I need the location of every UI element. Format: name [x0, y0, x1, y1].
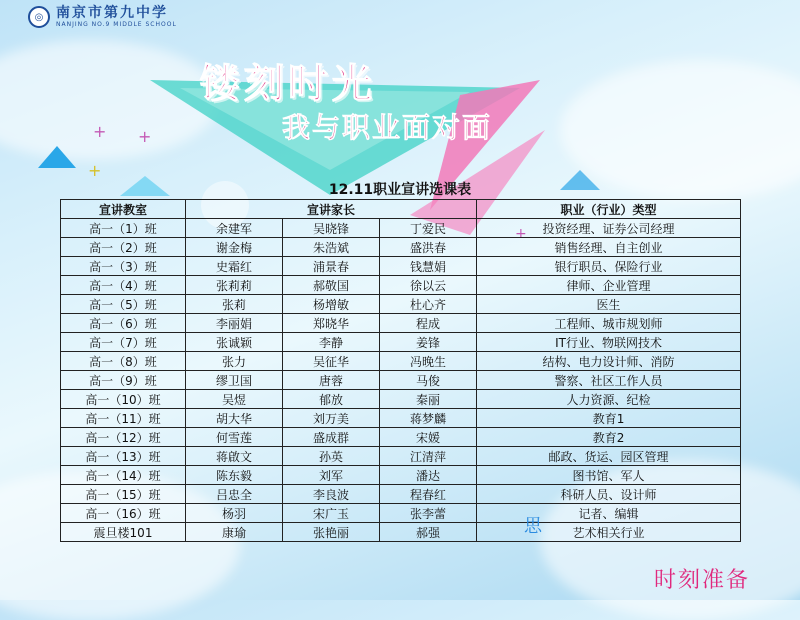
table-title: 12.11职业宣讲选课表 — [328, 182, 472, 198]
table-row — [61, 352, 741, 371]
cell-parent: 潘达 — [380, 466, 477, 485]
cell-parent: 何雪莲 — [186, 428, 283, 447]
table-row — [61, 485, 741, 504]
table-row — [61, 447, 741, 466]
cell-classroom: 高一（4）班 — [61, 276, 186, 295]
header-parents: 宣讲家长 — [186, 200, 477, 219]
main-title: 镂刻时光 — [200, 61, 376, 107]
svg-text:+: + — [515, 226, 527, 242]
cell-parent: 程成 — [380, 314, 477, 333]
cell-parent: 江清萍 — [380, 447, 477, 466]
cell-parent: 张力 — [186, 352, 283, 371]
cell-parent: 康瑜 — [186, 523, 283, 542]
cell-parent: 缪卫国 — [186, 371, 283, 390]
cell-parent: 史霜红 — [186, 257, 283, 276]
table-row — [61, 333, 741, 352]
cell-parent: 盛成群 — [283, 428, 380, 447]
bottom-slogan: 时刻准备 — [653, 568, 750, 593]
sub-title: 我与职业面对面 — [282, 111, 493, 144]
cell-parent: 吴煜 — [186, 390, 283, 409]
cell-career: 销售经理、自主创业 — [477, 238, 741, 257]
table-row — [61, 390, 741, 409]
svg-text:+: + — [138, 127, 152, 146]
cell-career: 警察、社区工作人员 — [477, 371, 741, 390]
cell-parent: 孙英 — [283, 447, 380, 466]
cell-parent: 吴征华 — [283, 352, 380, 371]
cell-parent: 杜心齐 — [380, 295, 477, 314]
cell-parent: 杨增敏 — [283, 295, 380, 314]
cell-parent: 冯晚生 — [380, 352, 477, 371]
table-row — [61, 371, 741, 390]
cell-parent: 蒋梦麟 — [380, 409, 477, 428]
cell-parent: 余建军 — [186, 219, 283, 238]
cell-career: 教育2 — [477, 428, 741, 447]
cell-classroom: 高一（13）班 — [61, 447, 186, 466]
cell-career: 记者、编辑 — [477, 504, 741, 523]
table-row — [61, 238, 741, 257]
cell-career: 人力资源、纪检 — [477, 390, 741, 409]
cell-classroom: 高一（2）班 — [61, 238, 186, 257]
svg-text:+: + — [88, 161, 102, 180]
cell-parent: 朱浩斌 — [283, 238, 380, 257]
cell-parent: 钱慧娟 — [380, 257, 477, 276]
header-classroom: 宣讲教室 — [61, 200, 186, 219]
cell-classroom: 高一（3）班 — [61, 257, 186, 276]
cell-parent: 丁爱民 — [380, 219, 477, 238]
decor-character: 思 — [524, 516, 542, 537]
cell-classroom: 高一（10）班 — [61, 390, 186, 409]
cell-parent: 张诚颖 — [186, 333, 283, 352]
table-row — [61, 409, 741, 428]
cell-parent: 李丽娟 — [186, 314, 283, 333]
cell-classroom: 高一（5）班 — [61, 295, 186, 314]
cell-parent: 徐以云 — [380, 276, 477, 295]
table-row — [61, 276, 741, 295]
cell-career: 医生 — [477, 295, 741, 314]
course-selection-table — [60, 199, 741, 542]
cell-parent: 唐蓉 — [283, 371, 380, 390]
table-row — [61, 523, 741, 542]
cell-parent: 蒋啟文 — [186, 447, 283, 466]
cell-classroom: 高一（8）班 — [61, 352, 186, 371]
school-name-en: NANJING NO.9 MIDDLE SCHOOL — [56, 21, 177, 28]
table-row — [61, 257, 741, 276]
table-row — [61, 428, 741, 447]
cell-career: 教育1 — [477, 409, 741, 428]
table-row — [61, 219, 741, 238]
cell-career: 科研人员、设计师 — [477, 485, 741, 504]
cell-career: 结构、电力设计师、消防 — [477, 352, 741, 371]
cell-parent: 张艳丽 — [283, 523, 380, 542]
cell-parent: 程春红 — [380, 485, 477, 504]
cell-parent: 浦景春 — [283, 257, 380, 276]
cell-classroom: 高一（16）班 — [61, 504, 186, 523]
cell-parent: 谢金梅 — [186, 238, 283, 257]
cell-parent: 秦丽 — [380, 390, 477, 409]
cell-career: 律师、企业管理 — [477, 276, 741, 295]
cell-parent: 郑晓华 — [283, 314, 380, 333]
cell-parent: 宋媛 — [380, 428, 477, 447]
cell-parent: 刘万美 — [283, 409, 380, 428]
cell-parent: 盛洪春 — [380, 238, 477, 257]
cell-career: IT行业、物联网技术 — [477, 333, 741, 352]
cell-classroom: 高一（6）班 — [61, 314, 186, 333]
table-row — [61, 504, 741, 523]
cell-career: 图书馆、军人 — [477, 466, 741, 485]
cell-career: 艺术相关行业 — [477, 523, 741, 542]
cell-career: 邮政、货运、园区管理 — [477, 447, 741, 466]
cell-parent: 郝敬国 — [283, 276, 380, 295]
svg-text:+: + — [93, 122, 107, 141]
cell-parent: 吴晓锋 — [283, 219, 380, 238]
cell-classroom: 高一（1）班 — [61, 219, 186, 238]
cell-parent: 郝强 — [380, 523, 477, 542]
school-name-cn: 南京市第九中学 — [56, 5, 168, 21]
cell-parent: 张莉 — [186, 295, 283, 314]
cell-parent: 吕忠全 — [186, 485, 283, 504]
cell-classroom: 高一（7）班 — [61, 333, 186, 352]
cell-parent: 李良波 — [283, 485, 380, 504]
school-logo-icon: ◎ — [28, 6, 50, 28]
cell-parent: 张李蕾 — [380, 504, 477, 523]
school-header — [28, 6, 177, 28]
table-row — [61, 314, 741, 333]
table-row — [61, 295, 741, 314]
cell-parent: 张莉莉 — [186, 276, 283, 295]
cell-parent: 马俊 — [380, 371, 477, 390]
cell-career: 银行职员、保险行业 — [477, 257, 741, 276]
cell-classroom: 高一（11）班 — [61, 409, 186, 428]
cell-parent: 杨羽 — [186, 504, 283, 523]
cell-career: 投资经理、证券公司经理 — [477, 219, 741, 238]
cell-career: 工程师、城市规划师 — [477, 314, 741, 333]
cell-classroom: 震旦楼101 — [61, 523, 186, 542]
cell-classroom: 高一（9）班 — [61, 371, 186, 390]
school-name — [56, 6, 177, 28]
header-career: 职业（行业）类型 — [477, 200, 741, 219]
cell-classroom: 高一（12）班 — [61, 428, 186, 447]
cell-parent: 李静 — [283, 333, 380, 352]
cell-classroom: 高一（14）班 — [61, 466, 186, 485]
cell-parent: 郁放 — [283, 390, 380, 409]
cell-classroom: 高一（15）班 — [61, 485, 186, 504]
table-row — [61, 466, 741, 485]
cell-parent: 刘军 — [283, 466, 380, 485]
cell-parent: 胡大华 — [186, 409, 283, 428]
cell-parent: 宋广玉 — [283, 504, 380, 523]
cell-parent: 陈东毅 — [186, 466, 283, 485]
table-header-row — [61, 200, 741, 219]
cell-parent: 姜锋 — [380, 333, 477, 352]
